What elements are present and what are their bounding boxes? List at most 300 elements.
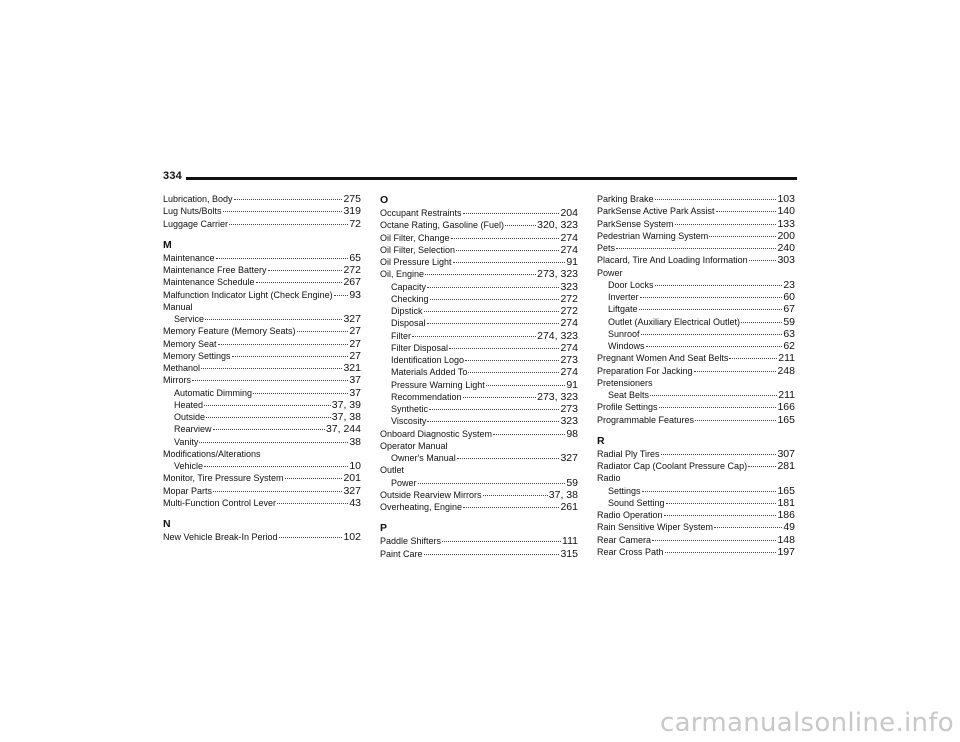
entry-pages: 197	[777, 545, 795, 558]
entry-label: Octane Rating, Gasoline (Fuel)	[380, 220, 505, 231]
index-subentry	[380, 452, 578, 464]
dot-leader	[456, 250, 559, 251]
index-entry	[380, 489, 578, 501]
entry-label: Windows	[608, 341, 645, 351]
dot-leader	[664, 515, 777, 516]
entry-label: Pregnant Women And Seat Belts	[597, 353, 729, 364]
entry-label: Manual	[163, 301, 193, 312]
index-subentry	[163, 411, 361, 423]
index-subentry	[380, 403, 578, 415]
index-subentry	[380, 317, 578, 329]
index-entry	[597, 460, 795, 472]
index-heading	[380, 440, 578, 452]
entry-pages: 72	[349, 217, 361, 230]
entry-label: Sound Setting	[608, 497, 665, 508]
entry-label: Radio Operation	[597, 510, 663, 520]
entry-label: Paint Care	[380, 548, 423, 559]
dot-leader	[486, 385, 566, 386]
entry-label: Outside	[174, 412, 206, 422]
dot-leader	[655, 199, 777, 200]
entry-label: Filter	[391, 330, 411, 341]
entry-label: Outlet (Auxiliary Electrical Outlet)	[608, 316, 741, 327]
dot-leader	[749, 260, 777, 261]
dot-leader	[204, 466, 348, 467]
dot-leader	[616, 248, 776, 249]
index-subentry	[380, 477, 578, 489]
index-entry	[597, 218, 795, 230]
dot-leader	[253, 393, 348, 394]
index-heading	[380, 464, 578, 476]
entry-pages: 60	[783, 291, 795, 303]
dot-leader	[268, 270, 343, 271]
index-entry	[163, 252, 361, 264]
dot-leader	[468, 372, 559, 373]
index-heading	[597, 267, 795, 279]
header-rule	[186, 177, 797, 180]
entry-label: Onboard Diagnostic System	[380, 428, 493, 439]
entry-pages: 275	[343, 193, 361, 205]
entry-pages: 111	[562, 535, 578, 548]
entry-label: Capacity	[391, 281, 427, 292]
entry-label: Oil Pressure Light	[380, 257, 452, 267]
entry-pages: 165	[777, 484, 795, 497]
entry-pages: 273, 323	[537, 390, 578, 403]
index-subentry	[163, 423, 361, 435]
entry-pages: 274	[560, 317, 578, 330]
dot-leader	[223, 211, 343, 212]
entry-pages: 10	[349, 460, 361, 472]
entry-pages: 38	[349, 435, 361, 448]
dot-leader	[205, 319, 342, 320]
index-entry	[597, 534, 795, 546]
entry-label: Multi-Function Control Lever	[163, 497, 277, 508]
entry-pages: 37	[349, 386, 361, 399]
entry-pages: 93	[349, 288, 361, 301]
index-entry	[380, 232, 578, 244]
index-entry	[597, 546, 795, 558]
index-entry	[163, 350, 361, 362]
dot-leader	[229, 224, 348, 225]
entry-label: Profile Settings	[597, 402, 658, 413]
index-column-2	[380, 193, 578, 560]
entry-label: Preparation For Jacking	[597, 365, 693, 376]
entry-pages: 307	[777, 447, 795, 460]
entry-pages: 59	[566, 476, 578, 489]
entry-pages: 274	[560, 341, 578, 354]
entry-label: Automatic Dimming	[174, 387, 253, 398]
index-subentry	[163, 387, 361, 399]
entry-label: Vehicle	[174, 461, 204, 471]
entry-label: Identification Logo	[391, 355, 465, 365]
dot-leader	[206, 417, 331, 418]
entry-pages: 327	[560, 452, 578, 464]
entry-label: Parking Brake	[597, 194, 654, 204]
entry-pages: 186	[777, 509, 795, 521]
dot-leader	[640, 297, 783, 298]
entry-pages: 274, 323	[537, 329, 578, 342]
dot-leader	[412, 336, 536, 337]
index-entry	[597, 254, 795, 266]
entry-pages: 165	[777, 413, 795, 426]
index-entry	[597, 205, 795, 217]
dot-leader	[279, 537, 343, 538]
dot-leader	[297, 331, 349, 332]
index-entry	[597, 230, 795, 242]
entry-pages: 323	[560, 415, 578, 428]
entry-label: Paddle Shifters	[380, 536, 442, 547]
index-subentry	[597, 389, 795, 401]
entry-pages: 320, 323	[537, 219, 578, 232]
entry-label: Inverter	[608, 292, 639, 302]
entry-label: Memory Seat	[163, 338, 217, 349]
index-subentry	[163, 460, 361, 472]
dot-leader	[659, 407, 777, 408]
entry-label: Lubrication, Body	[163, 194, 233, 204]
entry-pages: 273, 323	[537, 268, 578, 281]
dot-leader	[216, 258, 349, 259]
dot-leader	[192, 380, 348, 381]
dot-leader	[453, 262, 566, 263]
dot-leader	[256, 282, 343, 283]
dot-leader	[442, 541, 561, 542]
section-letter: R	[597, 434, 605, 447]
entry-pages: 181	[777, 496, 795, 509]
page-number: 334	[163, 170, 182, 182]
entry-label: Settings	[608, 485, 641, 496]
dot-leader	[213, 429, 325, 430]
entry-pages: 37, 39	[331, 398, 361, 411]
index-entry	[163, 289, 361, 301]
entry-pages: 204	[560, 207, 578, 219]
entry-label: Checking	[391, 293, 429, 304]
entry-label: Lug Nuts/Bolts	[163, 206, 222, 217]
index-subentry	[380, 305, 578, 317]
entry-pages: 248	[777, 364, 795, 377]
entry-label: Sunroof	[608, 328, 640, 339]
entry-label: Modifications/Alterations	[163, 448, 261, 459]
index-entry	[597, 401, 795, 413]
dot-leader	[427, 323, 560, 324]
entry-pages: 240	[777, 242, 795, 254]
dot-leader	[639, 309, 783, 310]
entry-label: Dipstick	[391, 306, 423, 316]
entry-label: Seat Belts	[608, 390, 650, 400]
index-entry	[597, 365, 795, 377]
dot-leader	[457, 458, 560, 459]
dot-leader	[665, 552, 777, 553]
index-entry	[597, 414, 795, 426]
index-entry	[380, 428, 578, 440]
dot-leader	[204, 405, 331, 406]
entry-label: Synthetic	[391, 404, 429, 414]
entry-pages: 23	[783, 278, 795, 291]
index-subentry	[380, 293, 578, 305]
entry-pages: 91	[566, 378, 578, 391]
entry-label: Door Locks	[608, 279, 654, 290]
entry-pages: 303	[777, 254, 795, 267]
entry-label: Pretensioners	[597, 377, 653, 388]
index-entry	[380, 268, 578, 280]
entry-pages: 273	[560, 403, 578, 415]
index-subentry	[380, 330, 578, 342]
index-heading	[597, 377, 795, 389]
entry-label: Luggage Carrier	[163, 218, 229, 229]
index-entry	[380, 548, 578, 560]
index-entry	[597, 193, 795, 205]
index-entry	[380, 244, 578, 256]
entry-pages: 261	[560, 501, 578, 513]
index-subentry	[597, 279, 795, 291]
entry-pages: 327	[343, 313, 361, 325]
entry-label: Operator Manual	[380, 440, 448, 451]
entry-pages: 37, 38	[548, 488, 578, 501]
entry-label: Outlet	[380, 465, 405, 476]
entry-label: Vanity	[174, 436, 199, 447]
entry-label: Oil Filter, Selection	[380, 244, 456, 255]
entry-pages: 273	[560, 354, 578, 366]
index-subentry	[597, 497, 795, 509]
entry-pages: 37, 38	[331, 411, 361, 423]
index-entry	[163, 205, 361, 217]
entry-label: Rear Camera	[597, 534, 652, 545]
entry-label: Viscosity	[391, 416, 427, 427]
entry-label: Malfunction Indicator Light (Check Engine)	[163, 289, 333, 300]
entry-pages: 272	[343, 264, 361, 276]
dot-leader	[642, 491, 777, 492]
dot-leader	[505, 225, 536, 226]
entry-label: Rear Cross Path	[597, 546, 664, 557]
entry-label: Occupant Restraints	[380, 208, 462, 218]
entry-pages: 211	[778, 352, 795, 365]
index-entry	[163, 497, 361, 509]
entry-label: Filter Disposal	[391, 342, 449, 353]
dot-leader	[694, 371, 777, 372]
index-subentry	[163, 313, 361, 325]
entry-pages: 63	[783, 327, 795, 340]
entry-label: Methanol	[163, 363, 201, 373]
section-letter: M	[163, 238, 172, 251]
dot-leader	[714, 527, 782, 528]
entry-label: Recommendation	[391, 391, 462, 402]
entry-label: Disposal	[391, 318, 426, 329]
entry-pages: 327	[343, 484, 361, 497]
dot-leader	[201, 368, 342, 369]
index-entry	[597, 352, 795, 364]
entry-label: Maintenance Free Battery	[163, 265, 267, 275]
entry-label: Maintenance Schedule	[163, 277, 255, 288]
index-subentry	[163, 436, 361, 448]
dot-leader	[695, 420, 776, 421]
index-entry	[163, 472, 361, 484]
dot-leader	[650, 395, 777, 396]
entry-label: Rearview	[174, 424, 212, 435]
index-entry	[380, 535, 578, 547]
dot-leader	[449, 348, 559, 349]
index-entry	[597, 521, 795, 533]
dot-leader	[285, 478, 343, 479]
dot-leader	[232, 356, 349, 357]
index-subentry	[380, 281, 578, 293]
entry-label: Memory Feature (Memory Seats)	[163, 326, 296, 337]
watermark-text: carmanualsonline.info	[659, 708, 954, 738]
entry-label: Mirrors	[163, 375, 191, 386]
dot-leader	[334, 295, 349, 296]
index-subentry	[597, 328, 795, 340]
dot-leader	[661, 454, 777, 455]
dot-leader	[652, 540, 776, 541]
entry-pages: 166	[777, 401, 795, 414]
dot-leader	[465, 360, 559, 361]
dot-leader	[483, 495, 548, 496]
index-subentry	[380, 391, 578, 403]
dot-leader	[741, 322, 782, 323]
section-letter: P	[380, 522, 388, 535]
index-heading	[163, 448, 361, 460]
dot-leader	[641, 334, 783, 335]
entry-pages: 102	[343, 531, 361, 543]
entry-pages: 315	[560, 547, 578, 560]
dot-leader	[277, 503, 348, 504]
entry-label: New Vehicle Break-In Period	[163, 532, 278, 542]
entry-pages: 43	[349, 496, 361, 509]
entry-pages: 27	[349, 325, 361, 338]
dot-leader	[234, 199, 343, 200]
entry-label: Pedestrian Warning System	[597, 230, 709, 241]
entry-label: Memory Settings	[163, 350, 231, 361]
entry-pages: 201	[343, 472, 361, 485]
index-subentry	[597, 316, 795, 328]
dot-leader	[429, 409, 559, 410]
entry-pages: 267	[343, 276, 361, 289]
entry-pages: 65	[349, 251, 361, 264]
entry-label: Mopar Parts	[163, 485, 213, 496]
dot-leader	[418, 483, 566, 484]
entry-pages: 272	[560, 305, 578, 317]
dot-leader	[463, 397, 537, 398]
index-heading	[163, 301, 361, 313]
entry-label: Monitor, Tire Pressure System	[163, 473, 284, 484]
entry-pages: 323	[560, 280, 578, 293]
dot-leader	[729, 358, 777, 359]
index-entry	[597, 242, 795, 254]
entry-label: Programmable Features	[597, 414, 695, 425]
index-column-3	[597, 193, 795, 558]
entry-pages: 103	[777, 193, 795, 205]
dot-leader	[213, 491, 342, 492]
entry-pages: 59	[783, 315, 795, 328]
entry-pages: 274	[560, 366, 578, 379]
index-entry	[380, 501, 578, 513]
dot-leader	[709, 236, 776, 237]
index-subentry	[380, 415, 578, 427]
index-entry	[163, 218, 361, 230]
index-heading	[597, 472, 795, 484]
entry-label: Pressure Warning Light	[391, 379, 485, 390]
dot-leader	[666, 503, 777, 504]
dot-leader	[655, 285, 783, 286]
dot-leader	[463, 213, 560, 214]
dot-leader	[425, 274, 536, 275]
entry-label: Maintenance	[163, 252, 215, 263]
index-subentry	[597, 340, 795, 352]
dot-leader	[427, 421, 559, 422]
dot-leader	[430, 299, 560, 300]
index-entry	[380, 256, 578, 268]
section-letter: N	[163, 518, 171, 530]
dot-leader	[716, 211, 777, 212]
entry-label: Materials Added To	[391, 367, 468, 378]
entry-label: Oil Filter, Change	[380, 232, 450, 243]
entry-pages: 211	[778, 389, 795, 401]
index-subentry	[597, 485, 795, 497]
entry-pages: 321	[343, 362, 361, 374]
dot-leader	[451, 238, 560, 239]
entry-pages: 274	[560, 231, 578, 244]
index-entry	[380, 207, 578, 219]
index-subentry	[380, 379, 578, 391]
entry-pages: 319	[343, 205, 361, 218]
entry-pages: 37, 244	[325, 423, 361, 436]
dot-leader	[424, 554, 560, 555]
dot-leader	[675, 224, 777, 225]
entry-label: Oil, Engine	[380, 269, 425, 280]
entry-label: Radial Ply Tires	[597, 448, 660, 459]
entry-pages: 98	[566, 427, 578, 440]
entry-pages: 27	[349, 337, 361, 350]
entry-pages: 274	[560, 243, 578, 256]
entry-pages: 281	[777, 460, 795, 472]
entry-label: Power	[597, 267, 623, 278]
index-subentry	[380, 354, 578, 366]
entry-label: Liftgate	[608, 304, 638, 315]
entry-label: Radio	[597, 473, 621, 484]
dot-leader	[199, 442, 348, 443]
entry-label: Pets	[597, 243, 616, 253]
index-entry	[163, 485, 361, 497]
dot-leader	[646, 346, 783, 347]
index-entry	[380, 219, 578, 231]
entry-pages: 133	[777, 217, 795, 230]
entry-label: Outside Rearview Mirrors	[380, 489, 482, 500]
entry-pages: 27	[349, 349, 361, 362]
entry-label: Power	[391, 477, 417, 488]
entry-pages: 67	[783, 303, 795, 316]
entry-pages: 49	[783, 521, 795, 534]
entry-pages: 148	[777, 533, 795, 546]
index-subentry	[380, 366, 578, 378]
dot-leader	[493, 434, 565, 435]
dot-leader	[218, 344, 349, 345]
index-entry	[163, 325, 361, 337]
entry-label: Rain Sensitive Wiper System	[597, 522, 714, 533]
index-entry	[597, 448, 795, 460]
entry-pages: 272	[560, 292, 578, 305]
dot-leader	[424, 311, 560, 312]
entry-pages: 62	[783, 340, 795, 352]
entry-pages: 91	[566, 256, 578, 268]
index-column-1	[163, 193, 361, 543]
index-entry	[597, 509, 795, 521]
entry-pages: 37	[349, 374, 361, 387]
section-letter: O	[380, 194, 389, 206]
entry-label: Heated	[174, 399, 204, 410]
entry-label: Placard, Tire And Loading Information	[597, 255, 748, 266]
entry-label: Service	[174, 314, 205, 324]
entry-label: Overheating, Engine	[380, 502, 463, 512]
index-entry	[163, 338, 361, 350]
index-entry	[163, 276, 361, 288]
index-entry	[163, 264, 361, 276]
